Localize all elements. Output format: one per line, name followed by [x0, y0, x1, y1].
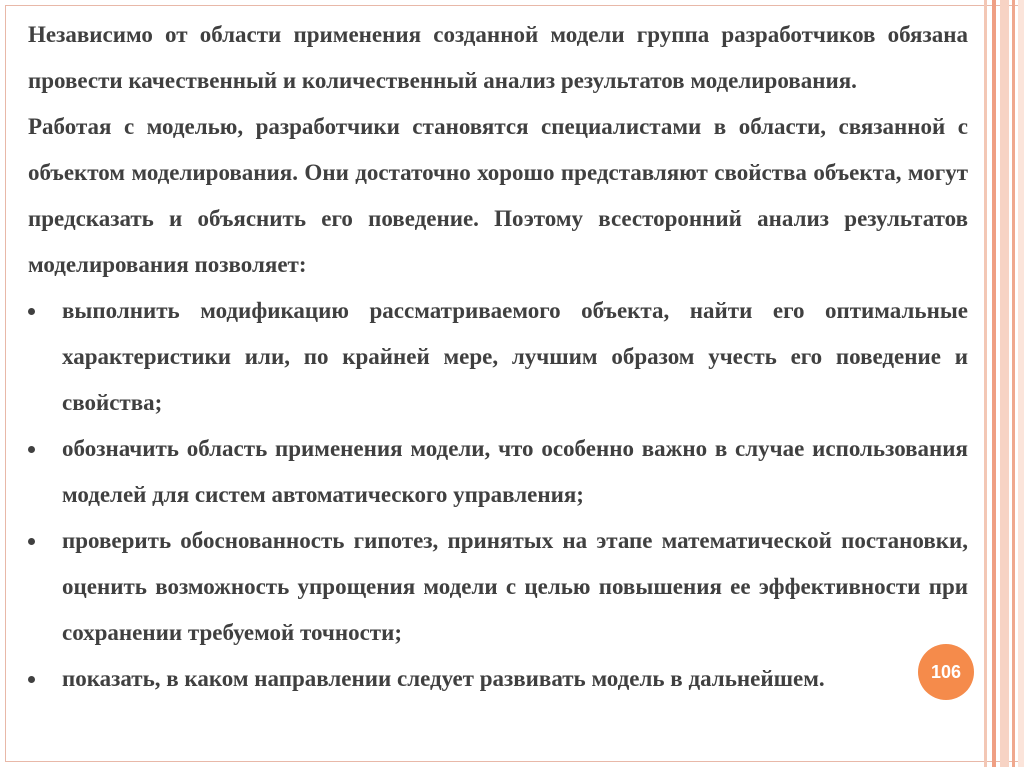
page-number-badge: 106	[918, 644, 974, 700]
bullet-item-scope	[28, 426, 968, 518]
paragraph-2: Работая с моделью, разработчики становятся специалистами в области, связанной с объектом моделирования. Они достаточно хорошо представляют свойства объекта, могут предсказать и объяснить его поведение. Поэтому всесторонний анализ результатов моделирования позволяет:	[28, 114, 968, 277]
bullet-text: выполнить модификацию рассматриваемого объекта, найти его оптимальные характеристики или, по крайней мере, лучшим образом учесть его поведение и свойства;	[62, 298, 968, 415]
stripe-1	[984, 0, 987, 767]
stripe-4	[1012, 0, 1015, 767]
stripe-2	[992, 0, 996, 767]
bullet-icon	[28, 676, 35, 683]
bullet-item-hypotheses	[28, 518, 968, 656]
bullet-icon	[28, 538, 35, 545]
bullet-text: проверить обоснованность гипотез, принятых на этапе математической постановки, оценить возможность упрощения модели с целью повышения ее эффективности при сохранении требуемой точности;	[62, 528, 968, 645]
bullet-item-modify	[28, 288, 968, 426]
stripe-3	[1000, 0, 1009, 767]
stripe-5	[1018, 0, 1024, 767]
bullet-text: обозначить область применения модели, что особенно важно в случае использования моделей для систем автоматического управления;	[62, 436, 968, 507]
bullet-list	[28, 288, 968, 702]
bullet-icon	[28, 308, 35, 315]
bullet-icon	[28, 446, 35, 453]
decorative-stripes	[984, 0, 1024, 767]
paragraph-1: Независимо от области применения созданной модели группа разработчиков обязана провести качественный и количественный анализ результатов моделирования.	[28, 22, 968, 93]
slide-content	[28, 12, 968, 702]
bullet-item-direction	[28, 656, 968, 702]
bullet-text: показать, в каком направлении следует развивать модель в дальнейшем.	[62, 666, 825, 691]
